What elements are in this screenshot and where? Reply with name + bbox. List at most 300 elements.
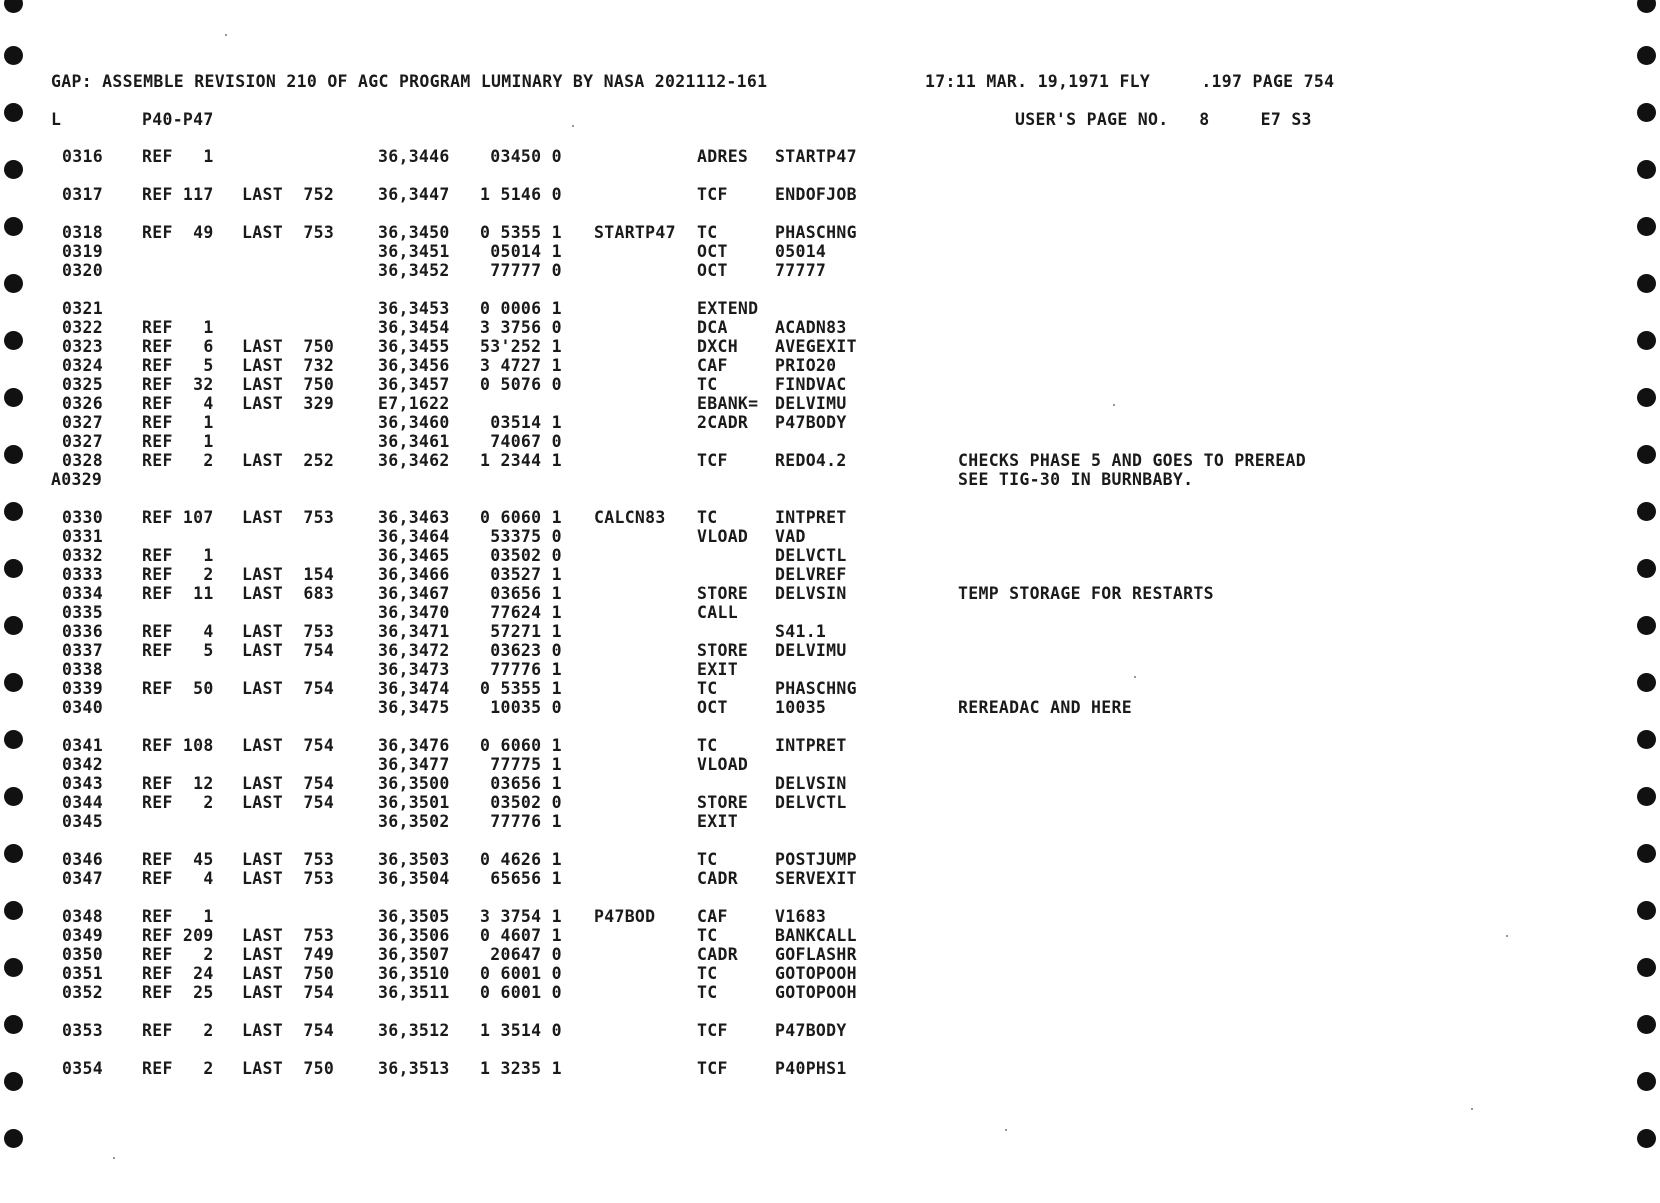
address: 36,3450 bbox=[378, 223, 450, 242]
operand: P47BODY bbox=[775, 1021, 847, 1040]
feed-hole bbox=[4, 730, 23, 749]
feed-hole bbox=[1637, 730, 1656, 749]
ref-count: REF 6 bbox=[142, 337, 214, 356]
line-number: 0334 bbox=[62, 584, 103, 603]
last-ref: LAST 753 bbox=[242, 508, 335, 527]
opcode: TCF bbox=[697, 451, 728, 470]
operand: P47BODY bbox=[775, 413, 847, 432]
operand: PRIO20 bbox=[775, 356, 837, 375]
address: 36,3454 bbox=[378, 318, 450, 337]
header-log-marker: L bbox=[51, 110, 62, 129]
feed-hole bbox=[1637, 616, 1656, 635]
ref-count: REF 1 bbox=[142, 413, 214, 432]
opcode: STORE bbox=[697, 641, 749, 660]
line-number: 0352 bbox=[62, 983, 103, 1002]
address: 36,3452 bbox=[378, 261, 450, 280]
feed-hole bbox=[1637, 673, 1656, 692]
label: P47BOD bbox=[594, 907, 656, 926]
feed-hole bbox=[1637, 901, 1656, 920]
feed-hole bbox=[1637, 787, 1656, 806]
address: 36,3503 bbox=[378, 850, 450, 869]
ref-count: REF 4 bbox=[142, 869, 214, 888]
feed-hole bbox=[4, 274, 23, 293]
line-number: 0317 bbox=[62, 185, 103, 204]
ref-count: REF 209 bbox=[142, 926, 214, 945]
address: 36,3500 bbox=[378, 774, 450, 793]
feed-hole bbox=[1637, 0, 1656, 13]
ref-count: REF 25 bbox=[142, 983, 214, 1002]
feed-hole bbox=[4, 559, 23, 578]
feed-hole bbox=[4, 1072, 23, 1091]
feed-hole bbox=[1637, 502, 1656, 521]
comment: REREADAC AND HERE bbox=[958, 698, 1132, 717]
opcode: EBANK= bbox=[697, 394, 759, 413]
operand: SERVEXIT bbox=[775, 869, 857, 888]
last-ref: LAST 754 bbox=[242, 774, 335, 793]
last-ref: LAST 754 bbox=[242, 1021, 335, 1040]
feed-hole bbox=[4, 331, 23, 350]
ref-count: REF 108 bbox=[142, 736, 214, 755]
address: 36,3470 bbox=[378, 603, 450, 622]
ref-count: REF 11 bbox=[142, 584, 214, 603]
line-number: 0348 bbox=[62, 907, 103, 926]
last-ref: LAST 754 bbox=[242, 641, 335, 660]
feed-hole bbox=[1637, 445, 1656, 464]
line-number: 0327 bbox=[62, 432, 103, 451]
line-number: 0316 bbox=[62, 147, 103, 166]
operand: INTPRET bbox=[775, 736, 847, 755]
machine-word: 77624 1 bbox=[480, 603, 562, 622]
line-number: 0332 bbox=[62, 546, 103, 565]
machine-word: 0 5355 1 bbox=[480, 679, 562, 698]
print-speck bbox=[1134, 676, 1136, 678]
line-number: 0320 bbox=[62, 261, 103, 280]
print-speck bbox=[572, 125, 574, 127]
line-number: 0342 bbox=[62, 755, 103, 774]
print-speck bbox=[1471, 1108, 1473, 1110]
operand: INTPRET bbox=[775, 508, 847, 527]
last-ref: LAST 753 bbox=[242, 622, 335, 641]
ref-count: REF 2 bbox=[142, 1059, 214, 1078]
feed-hole bbox=[4, 445, 23, 464]
feed-hole bbox=[1637, 331, 1656, 350]
machine-word: 03623 0 bbox=[480, 641, 562, 660]
feed-hole bbox=[4, 103, 23, 122]
ref-count: REF 1 bbox=[142, 546, 214, 565]
line-number: 0346 bbox=[62, 850, 103, 869]
ref-count: REF 2 bbox=[142, 451, 214, 470]
address: 36,3457 bbox=[378, 375, 450, 394]
opcode: CAF bbox=[697, 356, 728, 375]
feed-hole bbox=[1637, 274, 1656, 293]
last-ref: LAST 732 bbox=[242, 356, 335, 375]
line-number: 0322 bbox=[62, 318, 103, 337]
last-ref: LAST 750 bbox=[242, 964, 335, 983]
machine-word: 03527 1 bbox=[480, 565, 562, 584]
machine-word: 05014 1 bbox=[480, 242, 562, 261]
line-number: 0335 bbox=[62, 603, 103, 622]
opcode: EXTEND bbox=[697, 299, 759, 318]
comment: TEMP STORAGE FOR RESTARTS bbox=[958, 584, 1214, 603]
operand: GOTOPOOH bbox=[775, 983, 857, 1002]
feed-hole bbox=[1637, 844, 1656, 863]
machine-word: 53375 0 bbox=[480, 527, 562, 546]
feed-hole bbox=[1637, 217, 1656, 236]
operand: DELVCTL bbox=[775, 546, 847, 565]
address: 36,3506 bbox=[378, 926, 450, 945]
address: 36,3472 bbox=[378, 641, 450, 660]
print-speck bbox=[1506, 935, 1508, 937]
operand: REDO4.2 bbox=[775, 451, 847, 470]
machine-word: 10035 0 bbox=[480, 698, 562, 717]
feed-hole bbox=[1637, 1015, 1656, 1034]
ref-count: REF 5 bbox=[142, 356, 214, 375]
opcode: OCT bbox=[697, 261, 728, 280]
address: 36,3466 bbox=[378, 565, 450, 584]
ref-count: REF 4 bbox=[142, 622, 214, 641]
opcode: TCF bbox=[697, 185, 728, 204]
line-number: 0344 bbox=[62, 793, 103, 812]
address: 36,3473 bbox=[378, 660, 450, 679]
line-number: 0326 bbox=[62, 394, 103, 413]
operand: POSTJUMP bbox=[775, 850, 857, 869]
line-number: 0321 bbox=[62, 299, 103, 318]
last-ref: LAST 753 bbox=[242, 869, 335, 888]
address: 36,3476 bbox=[378, 736, 450, 755]
opcode: TC bbox=[697, 223, 718, 242]
line-number: 0354 bbox=[62, 1059, 103, 1078]
address: 36,3463 bbox=[378, 508, 450, 527]
ref-count: REF 32 bbox=[142, 375, 214, 394]
feed-hole bbox=[4, 844, 23, 863]
operand: 05014 bbox=[775, 242, 827, 261]
operand: PHASCHNG bbox=[775, 679, 857, 698]
line-number: 0318 bbox=[62, 223, 103, 242]
feed-hole bbox=[1637, 1072, 1656, 1091]
feed-hole bbox=[4, 217, 23, 236]
operand: STARTP47 bbox=[775, 147, 857, 166]
opcode: CADR bbox=[697, 945, 738, 964]
address: 36,3453 bbox=[378, 299, 450, 318]
feed-hole bbox=[4, 1015, 23, 1034]
comment: SEE TIG-30 IN BURNBABY. bbox=[958, 470, 1194, 489]
machine-word: 77776 1 bbox=[480, 812, 562, 831]
ref-count: REF 2 bbox=[142, 945, 214, 964]
address: 36,3501 bbox=[378, 793, 450, 812]
last-ref: LAST 683 bbox=[242, 584, 335, 603]
opcode: TCF bbox=[697, 1059, 728, 1078]
machine-word: 3 3756 0 bbox=[480, 318, 562, 337]
line-number: 0341 bbox=[62, 736, 103, 755]
feed-hole bbox=[4, 388, 23, 407]
header-date-page: 17:11 MAR. 19,1971 FLY .197 PAGE 754 bbox=[925, 72, 1335, 91]
machine-word: 1 3235 1 bbox=[480, 1059, 562, 1078]
address: 36,3474 bbox=[378, 679, 450, 698]
feed-hole bbox=[4, 673, 23, 692]
line-number: 0343 bbox=[62, 774, 103, 793]
ref-count: REF 117 bbox=[142, 185, 214, 204]
ref-count: REF 107 bbox=[142, 508, 214, 527]
operand: ENDOFJOB bbox=[775, 185, 857, 204]
line-number: 0328 bbox=[62, 451, 103, 470]
feed-hole bbox=[4, 901, 23, 920]
ref-count: REF 5 bbox=[142, 641, 214, 660]
opcode: TC bbox=[697, 508, 718, 527]
machine-word: 03502 0 bbox=[480, 793, 562, 812]
address: 36,3510 bbox=[378, 964, 450, 983]
opcode: TC bbox=[697, 679, 718, 698]
address: 36,3502 bbox=[378, 812, 450, 831]
opcode: STORE bbox=[697, 584, 749, 603]
opcode: STORE bbox=[697, 793, 749, 812]
feed-hole bbox=[4, 0, 23, 13]
last-ref: LAST 750 bbox=[242, 1059, 335, 1078]
feed-hole bbox=[4, 160, 23, 179]
ref-count: REF 2 bbox=[142, 1021, 214, 1040]
machine-word: 03656 1 bbox=[480, 584, 562, 603]
print-speck bbox=[1005, 1129, 1007, 1131]
line-number: 0350 bbox=[62, 945, 103, 964]
line-number: 0339 bbox=[62, 679, 103, 698]
opcode: TC bbox=[697, 983, 718, 1002]
address: 36,3460 bbox=[378, 413, 450, 432]
operand: DELVSIN bbox=[775, 584, 847, 603]
line-number: 0347 bbox=[62, 869, 103, 888]
address: 36,3504 bbox=[378, 869, 450, 888]
line-number: 0324 bbox=[62, 356, 103, 375]
operand: DELVREF bbox=[775, 565, 847, 584]
machine-word: 3 4727 1 bbox=[480, 356, 562, 375]
comment: CHECKS PHASE 5 AND GOES TO PREREAD bbox=[958, 451, 1306, 470]
opcode: EXIT bbox=[697, 812, 738, 831]
machine-word: 03502 0 bbox=[480, 546, 562, 565]
machine-word: 0 6001 0 bbox=[480, 964, 562, 983]
machine-word: 77776 1 bbox=[480, 660, 562, 679]
operand: ACADN83 bbox=[775, 318, 847, 337]
feed-hole bbox=[1637, 958, 1656, 977]
address: 36,3462 bbox=[378, 451, 450, 470]
last-ref: LAST 252 bbox=[242, 451, 335, 470]
last-ref: LAST 750 bbox=[242, 375, 335, 394]
last-ref: LAST 754 bbox=[242, 679, 335, 698]
opcode: CADR bbox=[697, 869, 738, 888]
opcode: VLOAD bbox=[697, 755, 749, 774]
ref-count: REF 1 bbox=[142, 318, 214, 337]
opcode: CALL bbox=[697, 603, 738, 622]
operand: BANKCALL bbox=[775, 926, 857, 945]
line-number: 0351 bbox=[62, 964, 103, 983]
address: 36,3475 bbox=[378, 698, 450, 717]
machine-word: 0 4607 1 bbox=[480, 926, 562, 945]
operand: DELVIMU bbox=[775, 394, 847, 413]
opcode: TC bbox=[697, 375, 718, 394]
operand: AVEGEXIT bbox=[775, 337, 857, 356]
machine-word: 0 0006 1 bbox=[480, 299, 562, 318]
feed-hole bbox=[4, 787, 23, 806]
last-ref: LAST 752 bbox=[242, 185, 335, 204]
line-number: 0345 bbox=[62, 812, 103, 831]
ref-count: REF 50 bbox=[142, 679, 214, 698]
operand: VAD bbox=[775, 527, 806, 546]
address: 36,3471 bbox=[378, 622, 450, 641]
feed-hole bbox=[1637, 103, 1656, 122]
line-number: 0331 bbox=[62, 527, 103, 546]
opcode: VLOAD bbox=[697, 527, 749, 546]
address: 36,3447 bbox=[378, 185, 450, 204]
machine-word: 0 4626 1 bbox=[480, 850, 562, 869]
address: 36,3467 bbox=[378, 584, 450, 603]
opcode: ADRES bbox=[697, 147, 749, 166]
header-user-page: USER'S PAGE NO. 8 E7 S3 bbox=[1015, 110, 1312, 129]
operand: GOTOPOOH bbox=[775, 964, 857, 983]
machine-word: 0 5355 1 bbox=[480, 223, 562, 242]
address: E7,1622 bbox=[378, 394, 450, 413]
machine-word: 1 5146 0 bbox=[480, 185, 562, 204]
opcode: TC bbox=[697, 850, 718, 869]
line-number: A0329 bbox=[51, 470, 103, 489]
machine-word: 0 6060 1 bbox=[480, 508, 562, 527]
operand: 10035 bbox=[775, 698, 827, 717]
machine-word: 57271 1 bbox=[480, 622, 562, 641]
opcode: DXCH bbox=[697, 337, 738, 356]
opcode: CAF bbox=[697, 907, 728, 926]
last-ref: LAST 753 bbox=[242, 223, 335, 242]
header-title: GAP: ASSEMBLE REVISION 210 OF AGC PROGRAM LUMINARY BY NASA 2021112-161 bbox=[51, 72, 768, 91]
last-ref: LAST 329 bbox=[242, 394, 335, 413]
line-number: 0333 bbox=[62, 565, 103, 584]
address: 36,3455 bbox=[378, 337, 450, 356]
print-speck bbox=[1113, 404, 1115, 406]
operand: PHASCHNG bbox=[775, 223, 857, 242]
feed-hole bbox=[4, 502, 23, 521]
operand: DELVSIN bbox=[775, 774, 847, 793]
operand: GOFLASHR bbox=[775, 945, 857, 964]
machine-word: 03450 0 bbox=[480, 147, 562, 166]
line-number: 0325 bbox=[62, 375, 103, 394]
feed-hole bbox=[1637, 388, 1656, 407]
line-number: 0337 bbox=[62, 641, 103, 660]
feed-hole bbox=[1637, 160, 1656, 179]
machine-word: 53'252 1 bbox=[480, 337, 562, 356]
header-section: P40-P47 bbox=[142, 110, 214, 129]
ref-count: REF 1 bbox=[142, 147, 214, 166]
machine-word: 65656 1 bbox=[480, 869, 562, 888]
machine-word: 1 3514 0 bbox=[480, 1021, 562, 1040]
last-ref: LAST 749 bbox=[242, 945, 335, 964]
feed-hole bbox=[4, 46, 23, 65]
ref-count: REF 24 bbox=[142, 964, 214, 983]
ref-count: REF 1 bbox=[142, 907, 214, 926]
feed-hole bbox=[1637, 1129, 1656, 1148]
line-number: 0349 bbox=[62, 926, 103, 945]
machine-word: 1 2344 1 bbox=[480, 451, 562, 470]
machine-word: 20647 0 bbox=[480, 945, 562, 964]
machine-word: 77775 1 bbox=[480, 755, 562, 774]
last-ref: LAST 754 bbox=[242, 983, 335, 1002]
operand: FINDVAC bbox=[775, 375, 847, 394]
line-number: 0330 bbox=[62, 508, 103, 527]
print-speck bbox=[113, 1157, 115, 1159]
feed-hole bbox=[1637, 46, 1656, 65]
feed-hole bbox=[4, 1129, 23, 1148]
opcode: 2CADR bbox=[697, 413, 749, 432]
opcode: DCA bbox=[697, 318, 728, 337]
line-number: 0323 bbox=[62, 337, 103, 356]
opcode: TC bbox=[697, 964, 718, 983]
operand: V1683 bbox=[775, 907, 827, 926]
label: CALCN83 bbox=[594, 508, 666, 527]
last-ref: LAST 753 bbox=[242, 850, 335, 869]
last-ref: LAST 754 bbox=[242, 793, 335, 812]
feed-hole bbox=[1637, 559, 1656, 578]
opcode: TCF bbox=[697, 1021, 728, 1040]
address: 36,3507 bbox=[378, 945, 450, 964]
operand: DELVIMU bbox=[775, 641, 847, 660]
feed-hole bbox=[4, 616, 23, 635]
last-ref: LAST 753 bbox=[242, 926, 335, 945]
line-number: 0319 bbox=[62, 242, 103, 261]
print-speck bbox=[225, 34, 227, 36]
address: 36,3451 bbox=[378, 242, 450, 261]
opcode: TC bbox=[697, 926, 718, 945]
ref-count: REF 12 bbox=[142, 774, 214, 793]
address: 36,3456 bbox=[378, 356, 450, 375]
machine-word: 03656 1 bbox=[480, 774, 562, 793]
address: 36,3477 bbox=[378, 755, 450, 774]
line-number: 0353 bbox=[62, 1021, 103, 1040]
ref-count: REF 2 bbox=[142, 565, 214, 584]
machine-word: 77777 0 bbox=[480, 261, 562, 280]
machine-word: 0 5076 0 bbox=[480, 375, 562, 394]
line-number: 0327 bbox=[62, 413, 103, 432]
machine-word: 74067 0 bbox=[480, 432, 562, 451]
ref-count: REF 2 bbox=[142, 793, 214, 812]
operand: DELVCTL bbox=[775, 793, 847, 812]
ref-count: REF 45 bbox=[142, 850, 214, 869]
machine-word: 3 3754 1 bbox=[480, 907, 562, 926]
ref-count: REF 1 bbox=[142, 432, 214, 451]
opcode: OCT bbox=[697, 242, 728, 261]
line-number: 0338 bbox=[62, 660, 103, 679]
line-number: 0340 bbox=[62, 698, 103, 717]
label: STARTP47 bbox=[594, 223, 676, 242]
address: 36,3465 bbox=[378, 546, 450, 565]
opcode: OCT bbox=[697, 698, 728, 717]
address: 36,3446 bbox=[378, 147, 450, 166]
last-ref: LAST 750 bbox=[242, 337, 335, 356]
operand: 77777 bbox=[775, 261, 827, 280]
address: 36,3464 bbox=[378, 527, 450, 546]
address: 36,3513 bbox=[378, 1059, 450, 1078]
machine-word: 03514 1 bbox=[480, 413, 562, 432]
address: 36,3511 bbox=[378, 983, 450, 1002]
operand: P40PHS1 bbox=[775, 1059, 847, 1078]
line-number: 0336 bbox=[62, 622, 103, 641]
address: 36,3505 bbox=[378, 907, 450, 926]
opcode: TC bbox=[697, 736, 718, 755]
operand: S41.1 bbox=[775, 622, 827, 641]
machine-word: 0 6001 0 bbox=[480, 983, 562, 1002]
ref-count: REF 49 bbox=[142, 223, 214, 242]
feed-hole bbox=[4, 958, 23, 977]
opcode: EXIT bbox=[697, 660, 738, 679]
last-ref: LAST 754 bbox=[242, 736, 335, 755]
address: 36,3461 bbox=[378, 432, 450, 451]
ref-count: REF 4 bbox=[142, 394, 214, 413]
machine-word: 0 6060 1 bbox=[480, 736, 562, 755]
address: 36,3512 bbox=[378, 1021, 450, 1040]
last-ref: LAST 154 bbox=[242, 565, 335, 584]
